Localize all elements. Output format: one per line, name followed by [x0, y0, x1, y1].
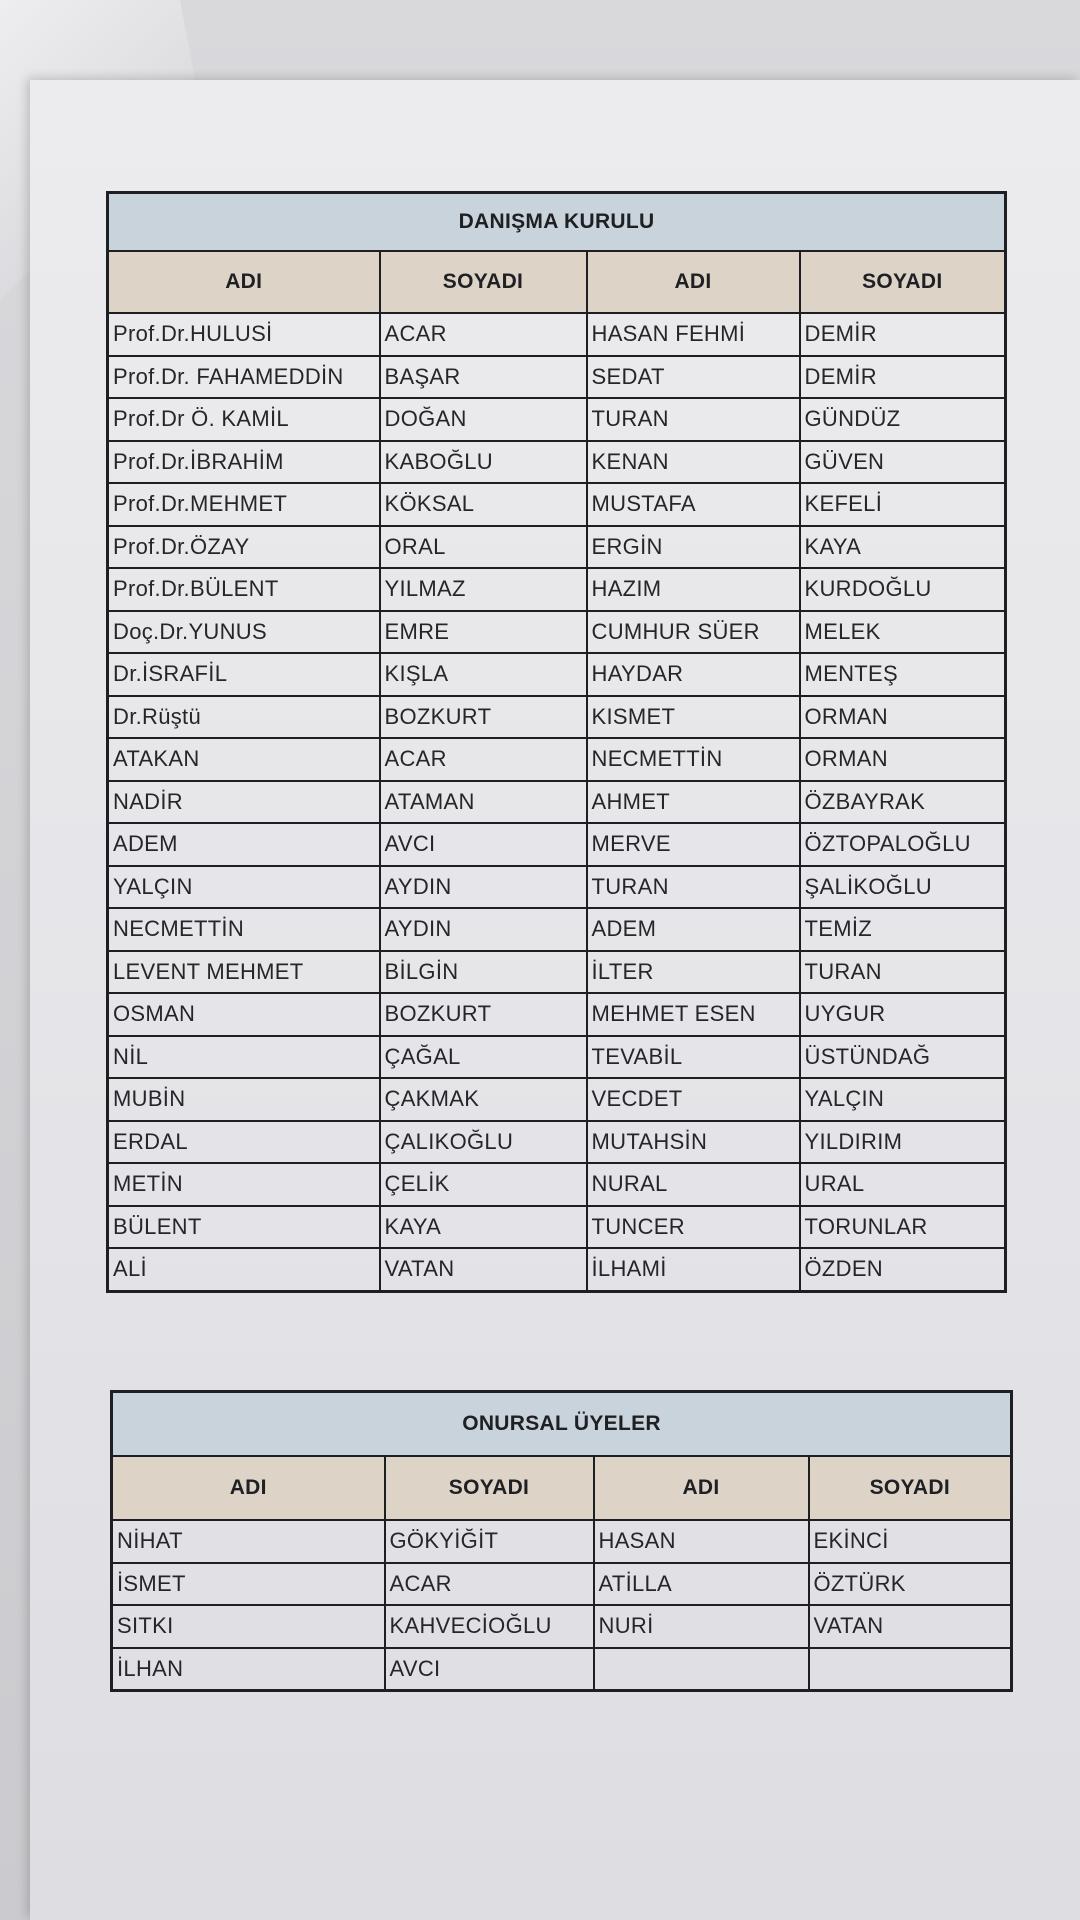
- cell-soyadi: ACAR: [385, 1563, 594, 1606]
- cell-adi: Dr.İSRAFİL: [108, 653, 380, 696]
- cell-adi: BÜLENT: [108, 1206, 380, 1249]
- cell-adi: NURAL: [587, 1163, 800, 1206]
- cell-soyadi: GÜVEN: [800, 441, 1006, 484]
- cell-soyadi: YILDIRIM: [800, 1121, 1006, 1164]
- cell-adi: VECDET: [587, 1078, 800, 1121]
- onursal-uyeler-table: [110, 1390, 1013, 1692]
- cell-adi: Doç.Dr.YUNUS: [108, 611, 380, 654]
- cell-soyadi: ÇAĞAL: [380, 1036, 587, 1079]
- cell-soyadi: TURAN: [800, 951, 1006, 994]
- cell-soyadi: AYDIN: [380, 908, 587, 951]
- table-row: [108, 908, 1006, 951]
- cell-soyadi: UYGUR: [800, 993, 1006, 1036]
- table-row: [108, 781, 1006, 824]
- cell-adi: ERGİN: [587, 526, 800, 569]
- cell-adi: Prof.Dr.HULUSİ: [108, 313, 380, 356]
- cell-adi: Dr.Rüştü: [108, 696, 380, 739]
- cell-soyadi: YILMAZ: [380, 568, 587, 611]
- cell-soyadi: KAHVECİOĞLU: [385, 1605, 594, 1648]
- cell-adi: MERVE: [587, 823, 800, 866]
- table-row: [108, 313, 1006, 356]
- column-header-adi: ADI: [594, 1456, 809, 1520]
- cell-soyadi: KABOĞLU: [380, 441, 587, 484]
- table-row: [108, 398, 1006, 441]
- cell-soyadi: ORMAN: [800, 738, 1006, 781]
- cell-adi: ATİLLA: [594, 1563, 809, 1606]
- cell-adi: TURAN: [587, 866, 800, 909]
- column-header-soyadi: SOYADI: [800, 251, 1006, 313]
- cell-soyadi: KAYA: [380, 1206, 587, 1249]
- cell-adi: [594, 1648, 809, 1691]
- table-row: [108, 441, 1006, 484]
- cell-soyadi: VATAN: [380, 1248, 587, 1291]
- cell-adi: Prof.Dr.MEHMET: [108, 483, 380, 526]
- cell-adi: Prof.Dr.BÜLENT: [108, 568, 380, 611]
- cell-soyadi: AVCI: [385, 1648, 594, 1691]
- table-row: [108, 356, 1006, 399]
- cell-adi: OSMAN: [108, 993, 380, 1036]
- danisma-kurulu-title: DANIŞMA KURULU: [108, 193, 1006, 252]
- cell-soyadi: DEMİR: [800, 356, 1006, 399]
- cell-adi: NECMETTİN: [108, 908, 380, 951]
- cell-adi: TURAN: [587, 398, 800, 441]
- column-header-soyadi: SOYADI: [385, 1456, 594, 1520]
- cell-adi: Prof.Dr. FAHAMEDDİN: [108, 356, 380, 399]
- cell-adi: ERDAL: [108, 1121, 380, 1164]
- cell-adi: İLHAN: [112, 1648, 385, 1691]
- column-header-soyadi: SOYADI: [809, 1456, 1012, 1520]
- cell-soyadi: ÖZTOPALOĞLU: [800, 823, 1006, 866]
- cell-adi: Prof.Dr.İBRAHİM: [108, 441, 380, 484]
- table-row: [108, 738, 1006, 781]
- cell-soyadi: ÇELİK: [380, 1163, 587, 1206]
- table-row: [112, 1648, 1012, 1691]
- cell-adi: HASAN: [594, 1520, 809, 1563]
- cell-soyadi: GÖKYİĞİT: [385, 1520, 594, 1563]
- cell-adi: İLHAMİ: [587, 1248, 800, 1291]
- table-row: [108, 611, 1006, 654]
- table-row: [108, 568, 1006, 611]
- cell-soyadi: EKİNCİ: [809, 1520, 1012, 1563]
- cell-soyadi: MELEK: [800, 611, 1006, 654]
- table-row: [108, 866, 1006, 909]
- table-row: [108, 951, 1006, 994]
- column-header-adi: ADI: [108, 251, 380, 313]
- cell-soyadi: DOĞAN: [380, 398, 587, 441]
- cell-adi: NİHAT: [112, 1520, 385, 1563]
- column-header-adi: ADI: [587, 251, 800, 313]
- cell-soyadi: AYDIN: [380, 866, 587, 909]
- cell-soyadi: ATAMAN: [380, 781, 587, 824]
- cell-soyadi: BOZKURT: [380, 696, 587, 739]
- table-row: [112, 1563, 1012, 1606]
- table-row: [108, 526, 1006, 569]
- cell-soyadi: URAL: [800, 1163, 1006, 1206]
- cell-adi: İLTER: [587, 951, 800, 994]
- table-row: [112, 1520, 1012, 1563]
- cell-adi: NECMETTİN: [587, 738, 800, 781]
- cell-soyadi: ŞALİKOĞLU: [800, 866, 1006, 909]
- cell-adi: Prof.Dr.ÖZAY: [108, 526, 380, 569]
- cell-soyadi: EMRE: [380, 611, 587, 654]
- table-row: [108, 653, 1006, 696]
- table-row: [108, 1121, 1006, 1164]
- cell-soyadi: ÇAKMAK: [380, 1078, 587, 1121]
- cell-adi: ADEM: [587, 908, 800, 951]
- table-row: [108, 993, 1006, 1036]
- cell-adi: SITKI: [112, 1605, 385, 1648]
- cell-soyadi: [809, 1648, 1012, 1691]
- cell-adi: TUNCER: [587, 1206, 800, 1249]
- onursal-uyeler-rows: [112, 1520, 1012, 1691]
- table-row: [108, 1248, 1006, 1291]
- table-row: [108, 1206, 1006, 1249]
- onursal-uyeler-title: ONURSAL ÜYELER: [112, 1392, 1012, 1457]
- cell-soyadi: KÖKSAL: [380, 483, 587, 526]
- cell-adi: KISMET: [587, 696, 800, 739]
- cell-soyadi: KAYA: [800, 526, 1006, 569]
- table-row: [108, 696, 1006, 739]
- cell-adi: HASAN FEHMİ: [587, 313, 800, 356]
- cell-adi: ALİ: [108, 1248, 380, 1291]
- cell-adi: HAZIM: [587, 568, 800, 611]
- table-row: [108, 823, 1006, 866]
- cell-adi: ADEM: [108, 823, 380, 866]
- cell-adi: Prof.Dr Ö. KAMİL: [108, 398, 380, 441]
- cell-soyadi: YALÇIN: [800, 1078, 1006, 1121]
- cell-soyadi: ACAR: [380, 738, 587, 781]
- cell-soyadi: DEMİR: [800, 313, 1006, 356]
- cell-adi: METİN: [108, 1163, 380, 1206]
- cell-soyadi: TEMİZ: [800, 908, 1006, 951]
- cell-soyadi: ÖZTÜRK: [809, 1563, 1012, 1606]
- cell-soyadi: KIŞLA: [380, 653, 587, 696]
- table-row: [108, 1078, 1006, 1121]
- cell-adi: LEVENT MEHMET: [108, 951, 380, 994]
- danisma-kurulu-rows: [108, 313, 1006, 1291]
- cell-soyadi: ÇALIKOĞLU: [380, 1121, 587, 1164]
- table-row: [112, 1605, 1012, 1648]
- cell-adi: HAYDAR: [587, 653, 800, 696]
- cell-soyadi: BOZKURT: [380, 993, 587, 1036]
- cell-adi: MEHMET ESEN: [587, 993, 800, 1036]
- column-header-adi: ADI: [112, 1456, 385, 1520]
- cell-soyadi: BİLGİN: [380, 951, 587, 994]
- cell-adi: TEVABİL: [587, 1036, 800, 1079]
- cell-adi: MUTAHSİN: [587, 1121, 800, 1164]
- cell-adi: NURİ: [594, 1605, 809, 1648]
- cell-adi: NADİR: [108, 781, 380, 824]
- danisma-kurulu-table: [106, 191, 1007, 1293]
- cell-adi: KENAN: [587, 441, 800, 484]
- cell-adi: AHMET: [587, 781, 800, 824]
- cell-adi: İSMET: [112, 1563, 385, 1606]
- cell-soyadi: KEFELİ: [800, 483, 1006, 526]
- table-row: [108, 483, 1006, 526]
- cell-soyadi: GÜNDÜZ: [800, 398, 1006, 441]
- cell-soyadi: ÖZDEN: [800, 1248, 1006, 1291]
- cell-adi: MUSTAFA: [587, 483, 800, 526]
- cell-soyadi: KURDOĞLU: [800, 568, 1006, 611]
- cell-soyadi: BAŞAR: [380, 356, 587, 399]
- cell-adi: CUMHUR SÜER: [587, 611, 800, 654]
- cell-soyadi: AVCI: [380, 823, 587, 866]
- cell-soyadi: ORAL: [380, 526, 587, 569]
- table-row: [108, 1036, 1006, 1079]
- cell-soyadi: MENTEŞ: [800, 653, 1006, 696]
- cell-soyadi: ÜSTÜNDAĞ: [800, 1036, 1006, 1079]
- cell-soyadi: ÖZBAYRAK: [800, 781, 1006, 824]
- cell-adi: ATAKAN: [108, 738, 380, 781]
- column-header-soyadi: SOYADI: [380, 251, 587, 313]
- cell-adi: NİL: [108, 1036, 380, 1079]
- cell-soyadi: ORMAN: [800, 696, 1006, 739]
- table-row: [108, 1163, 1006, 1206]
- cell-soyadi: ACAR: [380, 313, 587, 356]
- cell-adi: YALÇIN: [108, 866, 380, 909]
- cell-soyadi: TORUNLAR: [800, 1206, 1006, 1249]
- cell-adi: MUBİN: [108, 1078, 380, 1121]
- cell-adi: SEDAT: [587, 356, 800, 399]
- cell-soyadi: VATAN: [809, 1605, 1012, 1648]
